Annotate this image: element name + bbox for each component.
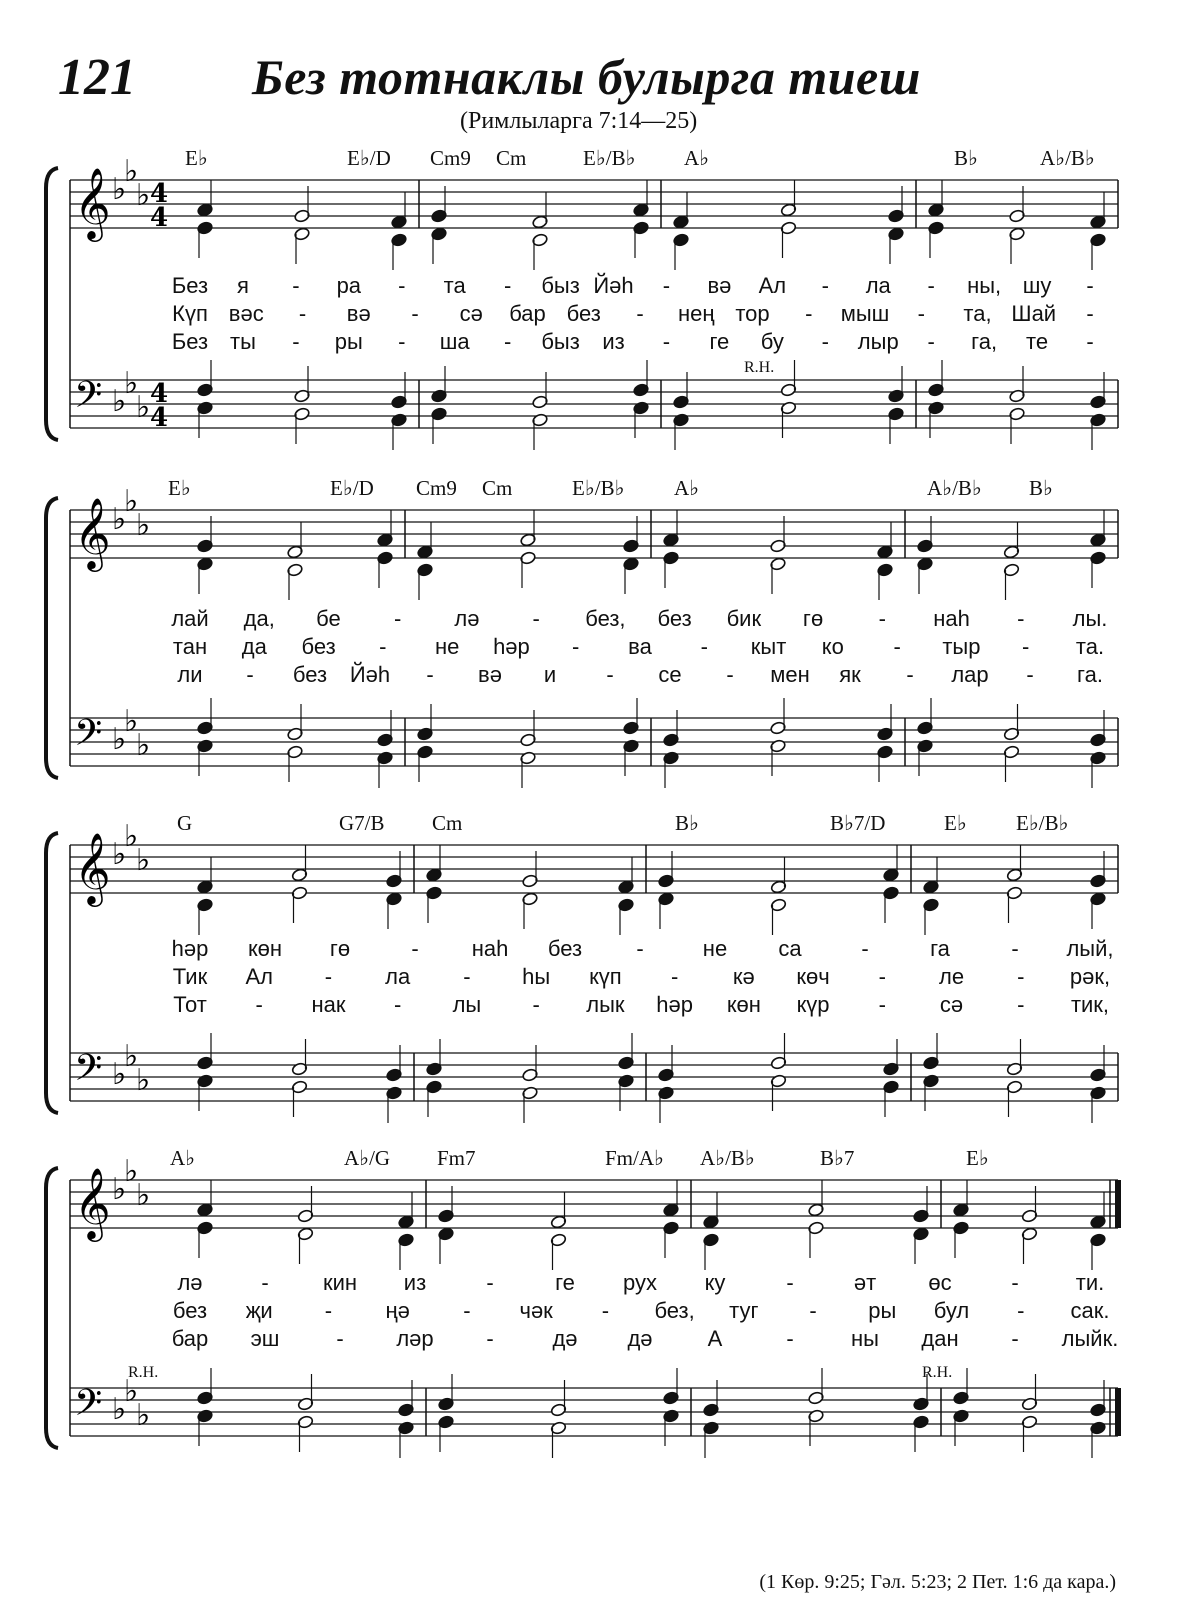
- lyric-syllable: -: [1011, 1270, 1019, 1295]
- chord-symbol: G: [177, 811, 193, 835]
- flat-sign: ♭: [136, 1398, 151, 1433]
- lyric-syllable: наһ: [933, 606, 970, 631]
- chord-symbol: E♭: [185, 146, 208, 170]
- lyric-verse-1: [0, 936, 1200, 966]
- bass-clef: 𝄢: [74, 1047, 103, 1098]
- lyric-syllable: га,: [971, 329, 998, 354]
- chord-symbol: Cm9: [430, 146, 471, 170]
- lyric-syllable: -: [1022, 634, 1030, 659]
- treble-clef: 𝄞: [74, 496, 111, 569]
- chord-symbol: E♭/B♭: [572, 476, 625, 500]
- song-title: Без тотнаклы булырга тиеш: [252, 49, 921, 105]
- lyric-syllable: -: [861, 936, 869, 961]
- lyric-syllable: вә: [707, 273, 732, 298]
- lyric-syllable: ти.: [1075, 1270, 1105, 1295]
- lyric-syllable: -: [246, 662, 254, 687]
- flat-sign: ♭: [112, 172, 127, 207]
- lyric-syllable: и: [543, 662, 557, 687]
- lyric-syllable: -: [726, 662, 734, 687]
- chord-symbol: Cm: [432, 811, 463, 835]
- flat-sign: ♭: [112, 1392, 127, 1427]
- lyric-syllable: наһ: [471, 936, 509, 961]
- lyric-syllable: -: [1017, 992, 1025, 1017]
- lyric-syllable: бе: [316, 606, 341, 631]
- lyric-syllable: не: [434, 634, 460, 659]
- flat-sign: ♭: [124, 1154, 139, 1189]
- lyric-verse-2: [0, 1298, 1200, 1328]
- lyric-syllable: -: [572, 634, 580, 659]
- time-signature-bottom: 4: [150, 203, 169, 233]
- lyric-syllable: -: [463, 1298, 471, 1323]
- lyric-syllable: -: [398, 329, 406, 354]
- lyric-syllable: га.: [1077, 662, 1103, 687]
- lyric-verse-1: [0, 606, 1200, 636]
- lyric-syllable: тан: [172, 634, 208, 659]
- lyric-syllable: Шай: [1011, 301, 1057, 326]
- chord-symbol: Cm: [482, 476, 513, 500]
- lyric-syllable: көн: [726, 992, 761, 1017]
- lyric-syllable: лай: [171, 606, 209, 631]
- chord-symbol: E♭/B♭: [1016, 811, 1069, 835]
- flat-sign: ♭: [112, 722, 127, 757]
- lyric-syllable: һы: [522, 964, 551, 989]
- lyric-verse-2: [0, 964, 1200, 994]
- lyric-syllable: -: [463, 964, 471, 989]
- lyric-syllable: из: [403, 1270, 427, 1295]
- chord-symbol: G7/B: [339, 811, 385, 835]
- lyric-syllable: -: [1017, 964, 1025, 989]
- scripture-reference: (Римлыларга 7:14—25): [460, 108, 698, 134]
- lyric-syllable: -: [394, 606, 402, 631]
- lyric-syllable: бу: [760, 329, 784, 354]
- chord-symbol: Cm: [496, 146, 527, 170]
- lyric-syllable: -: [927, 273, 935, 298]
- lyric-syllable: -: [394, 992, 402, 1017]
- lyric-syllable: без: [547, 936, 583, 961]
- lyric-syllable: без: [566, 301, 601, 326]
- flat-sign: ♭: [124, 154, 139, 189]
- lyric-syllable: бул: [933, 1298, 970, 1323]
- lyric-syllable: да: [241, 634, 267, 659]
- lyric-syllable: га: [930, 936, 950, 961]
- lyric-syllable: -: [601, 1298, 610, 1323]
- lyric-syllable: ты: [229, 329, 256, 354]
- lyric-syllable: көч: [796, 964, 830, 989]
- chord-symbol: A♭/B♭: [927, 476, 982, 500]
- lyric-syllable: -: [786, 1270, 794, 1295]
- lyric-syllable: лар: [951, 662, 989, 687]
- lyric-syllable: вә: [478, 662, 502, 687]
- lyric-syllable: бик: [726, 606, 762, 631]
- lyric-syllable: -: [636, 301, 644, 326]
- flat-sign: ♭: [112, 837, 127, 872]
- lyric-syllable: -: [893, 634, 901, 659]
- lyric-syllable: без: [301, 634, 336, 659]
- lyric-syllable: туг: [729, 1298, 759, 1323]
- lyric-syllable: Күп: [172, 301, 208, 326]
- lyric-syllable: сә: [459, 301, 483, 326]
- lyric-verse-2: [0, 634, 1200, 664]
- lyric-syllable: -: [1086, 301, 1094, 326]
- lyric-syllable: без: [172, 1298, 208, 1323]
- lyric-syllable: дә: [627, 1326, 653, 1351]
- lyric-syllable: да,: [243, 606, 275, 631]
- treble-clef: 𝄞: [74, 1166, 111, 1239]
- time-signature-top: 4: [150, 379, 169, 409]
- lyric-syllable: лы.: [1072, 606, 1108, 631]
- chord-symbol: E♭: [944, 811, 967, 835]
- chord-symbol: A♭/B♭: [700, 1146, 755, 1170]
- lyric-syllable: А: [707, 1326, 723, 1351]
- lyric-syllable: шу: [1022, 273, 1052, 298]
- lyric-syllable: та,: [963, 301, 992, 326]
- chord-symbol: Cm9: [416, 476, 457, 500]
- lyric-syllable: -: [486, 1270, 494, 1295]
- lyric-syllable: кыт: [750, 634, 787, 659]
- lyric-syllable: -: [878, 992, 886, 1017]
- bass-clef: 𝄢: [74, 712, 103, 763]
- chord-symbol: Fm/A♭: [605, 1146, 664, 1170]
- lyric-syllable: һәр: [656, 992, 693, 1017]
- right-hand-marking: R.H.: [128, 1364, 159, 1381]
- lyric-syllable: Без: [171, 329, 209, 354]
- flat-sign: ♭: [136, 508, 151, 543]
- music-system-1: [0, 130, 1200, 450]
- music-system-2: [0, 460, 1200, 780]
- lyric-syllable: ңә: [385, 1298, 410, 1323]
- lyric-syllable: -: [662, 329, 671, 354]
- lyric-syllable: сә: [939, 992, 964, 1017]
- flat-sign: ♭: [136, 843, 151, 878]
- lyric-verse-1: [0, 1270, 1200, 1300]
- flat-sign: ♭: [112, 1172, 127, 1207]
- lyric-syllable: -: [411, 936, 419, 961]
- lyric-syllable: күр: [796, 992, 830, 1017]
- lyric-syllable: -: [255, 992, 263, 1017]
- chord-symbol: A♭: [170, 1146, 196, 1170]
- lyric-syllable: из: [602, 329, 625, 354]
- lyric-syllable: Йәһ: [349, 662, 391, 687]
- lyric-syllable: быз: [541, 329, 580, 354]
- lyric-syllable: ләр: [396, 1326, 434, 1351]
- lyric-syllable: ра: [336, 273, 362, 298]
- lyric-verse-3: [0, 329, 1200, 359]
- lyric-syllable: лыр: [857, 329, 899, 354]
- lyric-syllable: ла: [865, 273, 891, 298]
- lyric-syllable: ла: [385, 964, 411, 989]
- lyric-syllable: -: [1017, 606, 1025, 631]
- lyric-verse-1: [0, 273, 1200, 303]
- lyric-syllable: лыйк.: [1061, 1326, 1119, 1351]
- lyric-syllable: -: [821, 329, 829, 354]
- lyric-syllable: -: [261, 1270, 269, 1295]
- lyric-syllable: -: [786, 1326, 794, 1351]
- lyric-syllable: тор: [735, 301, 770, 326]
- song-header: [0, 0, 1200, 140]
- lyric-syllable: һәр: [171, 936, 209, 961]
- lyric-syllable: әт: [853, 1270, 877, 1295]
- flat-sign: ♭: [124, 819, 139, 854]
- lyric-syllable: чәк: [519, 1298, 553, 1323]
- lyric-syllable: без,: [585, 606, 626, 631]
- lyric-verse-2: [0, 301, 1200, 331]
- flat-sign: ♭: [124, 704, 139, 739]
- lyric-syllable: як: [839, 662, 861, 687]
- lyric-syllable: ли: [177, 662, 203, 687]
- treble-clef: 𝄞: [74, 166, 111, 239]
- lyric-syllable: ге: [709, 329, 730, 354]
- chord-symbol: B♭7/D: [830, 811, 886, 835]
- chord-symbol: A♭: [674, 476, 700, 500]
- lyric-syllable: вәс: [228, 301, 264, 326]
- lyric-syllable: Тот: [173, 992, 207, 1017]
- flat-sign: ♭: [136, 1063, 151, 1098]
- chord-symbol: A♭/G: [344, 1146, 391, 1170]
- song-number: 121: [58, 49, 136, 106]
- flat-sign: ♭: [112, 384, 127, 419]
- lyric-syllable: кин: [322, 1270, 358, 1295]
- lyric-syllable: та: [443, 273, 466, 298]
- lyric-syllable: рух: [623, 1270, 657, 1295]
- chord-symbol: A♭: [684, 146, 710, 170]
- lyric-syllable: вә: [346, 301, 371, 326]
- lyric-syllable: -: [1011, 1326, 1019, 1351]
- lyric-syllable: я: [236, 273, 249, 298]
- lyric-syllable: тик,: [1070, 992, 1110, 1017]
- chord-symbol: E♭: [966, 1146, 989, 1170]
- time-signature-bottom: 4: [150, 403, 169, 433]
- lyric-syllable: -: [1017, 1298, 1025, 1323]
- chord-symbol: E♭: [168, 476, 191, 500]
- flat-sign: ♭: [124, 1374, 139, 1409]
- lyric-syllable: та.: [1075, 634, 1105, 659]
- lyric-syllable: тыр: [942, 634, 981, 659]
- lyric-syllable: -: [1011, 936, 1019, 961]
- flat-sign: ♭: [112, 1057, 127, 1092]
- chord-symbol: B♭: [675, 811, 699, 835]
- lyric-syllable: -: [503, 329, 512, 354]
- lyric-syllable: -: [606, 662, 614, 687]
- lyric-syllable: -: [878, 964, 886, 989]
- lyric-syllable: мен: [770, 662, 810, 687]
- lyric-syllable: нак: [311, 992, 346, 1017]
- lyric-syllable: лык: [586, 992, 625, 1017]
- lyric-syllable: быз: [541, 273, 580, 298]
- lyric-syllable: без: [657, 606, 692, 631]
- lyric-syllable: -: [878, 606, 886, 631]
- lyric-verse-3: [0, 1326, 1200, 1356]
- lyric-syllable: ге: [555, 1270, 575, 1295]
- lyric-syllable: -: [336, 1326, 344, 1351]
- lyric-syllable: -: [636, 936, 644, 961]
- lyric-syllable: без: [292, 662, 328, 687]
- right-hand-marking: R.H.: [744, 359, 775, 376]
- lyric-syllable: ку: [704, 1270, 726, 1295]
- lyric-syllable: ры: [868, 1298, 897, 1323]
- chord-symbol: B♭: [1029, 476, 1053, 500]
- lyric-syllable: -: [821, 273, 829, 298]
- lyric-syllable: -: [670, 964, 679, 989]
- lyric-syllable: лә: [177, 1270, 203, 1295]
- lyric-syllable: -: [906, 662, 914, 687]
- lyric-syllable: ны: [851, 1326, 879, 1351]
- lyric-syllable: -: [379, 634, 387, 659]
- lyric-syllable: эш: [250, 1326, 280, 1351]
- lyric-syllable: -: [917, 301, 925, 326]
- lyric-syllable: һәр: [493, 634, 530, 659]
- flat-sign: ♭: [136, 1178, 151, 1213]
- flat-sign: ♭: [136, 728, 151, 763]
- lyric-syllable: өс: [928, 1270, 952, 1295]
- lyric-syllable: лә: [454, 606, 480, 631]
- lyric-syllable: дә: [552, 1326, 578, 1351]
- bass-clef: 𝄢: [74, 374, 103, 425]
- lyric-syllable: нең: [677, 301, 715, 326]
- lyric-syllable: ва: [628, 634, 652, 659]
- chord-symbol: Fm7: [437, 1146, 476, 1170]
- lyric-syllable: -: [411, 301, 419, 326]
- chord-symbol: B♭: [954, 146, 978, 170]
- lyric-syllable: -: [298, 301, 307, 326]
- lyric-syllable: бар: [509, 301, 546, 326]
- lyric-syllable: лы: [452, 992, 482, 1017]
- lyric-syllable: -: [532, 606, 540, 631]
- lyric-syllable: лый,: [1066, 936, 1114, 961]
- lyric-syllable: күп: [589, 964, 622, 989]
- lyric-syllable: гө: [802, 606, 824, 631]
- lyric-syllable: Ал: [758, 273, 787, 298]
- footer-cross-reference: (1 Көр. 9:25; Гәл. 5:23; 2 Пет. 1:6 да кара.): [759, 1571, 1116, 1593]
- lyric-syllable: Без: [171, 273, 209, 298]
- lyric-syllable: се: [658, 662, 682, 687]
- lyric-syllable: -: [805, 301, 813, 326]
- lyric-syllable: -: [1086, 273, 1094, 298]
- lyric-syllable: ко: [821, 634, 844, 659]
- lyric-syllable: -: [398, 273, 406, 298]
- lyric-syllable: мыш: [840, 301, 890, 326]
- lyric-syllable: -: [1026, 662, 1034, 687]
- chord-symbol: E♭/D: [347, 146, 391, 170]
- lyric-syllable: кә: [732, 964, 755, 989]
- lyric-syllable: -: [292, 329, 300, 354]
- lyric-syllable: бар: [171, 1326, 209, 1351]
- lyric-syllable: -: [927, 329, 935, 354]
- lyric-syllable: ле: [938, 964, 965, 989]
- lyric-verse-3: [0, 992, 1200, 1022]
- lyric-syllable: -: [700, 634, 708, 659]
- chord-symbol: E♭/B♭: [583, 146, 636, 170]
- lyric-syllable: -: [324, 964, 333, 989]
- time-signature-top: 4: [150, 179, 169, 209]
- lyric-syllable: Йәһ: [593, 273, 634, 298]
- lyric-syllable: гө: [329, 936, 351, 961]
- lyric-syllable: те: [1026, 329, 1049, 354]
- music-system-4: [0, 1130, 1200, 1450]
- lyric-syllable: -: [324, 1298, 333, 1323]
- lyric-syllable: -: [532, 992, 540, 1017]
- right-hand-marking: R.H.: [922, 1364, 953, 1381]
- lyric-syllable: ша: [439, 329, 470, 354]
- lyric-syllable: көн: [247, 936, 283, 961]
- lyric-syllable: Ал: [245, 964, 273, 989]
- lyric-syllable: са: [778, 936, 802, 961]
- lyric-syllable: ны,: [967, 273, 1002, 298]
- lyric-syllable: без,: [654, 1298, 695, 1323]
- flat-sign: ♭: [124, 484, 139, 519]
- lyric-verse-3: [0, 662, 1200, 692]
- flat-sign: ♭: [124, 366, 139, 401]
- lyric-syllable: -: [503, 273, 512, 298]
- lyric-syllable: -: [426, 662, 434, 687]
- lyric-syllable: җи: [245, 1298, 273, 1323]
- music-system-3: [0, 795, 1200, 1115]
- flat-sign: ♭: [124, 1039, 139, 1074]
- lyric-syllable: -: [1086, 329, 1094, 354]
- treble-clef: 𝄞: [74, 831, 111, 904]
- chord-symbol: E♭/D: [330, 476, 374, 500]
- flat-sign: ♭: [136, 178, 151, 213]
- lyric-syllable: -: [662, 273, 671, 298]
- chord-symbol: B♭7: [820, 1146, 855, 1170]
- lyric-syllable: Тик: [172, 964, 208, 989]
- bass-clef: 𝄢: [74, 1382, 103, 1433]
- flat-sign: ♭: [136, 390, 151, 425]
- lyric-syllable: сак.: [1070, 1298, 1110, 1323]
- chord-symbol: A♭/B♭: [1040, 146, 1095, 170]
- lyric-syllable: -: [809, 1298, 817, 1323]
- lyric-syllable: -: [292, 273, 300, 298]
- flat-sign: ♭: [112, 502, 127, 537]
- lyric-syllable: дан: [921, 1326, 959, 1351]
- lyric-syllable: не: [702, 936, 728, 961]
- lyric-syllable: рәк,: [1069, 964, 1111, 989]
- lyric-syllable: -: [486, 1326, 494, 1351]
- lyric-syllable: ры: [334, 329, 363, 354]
